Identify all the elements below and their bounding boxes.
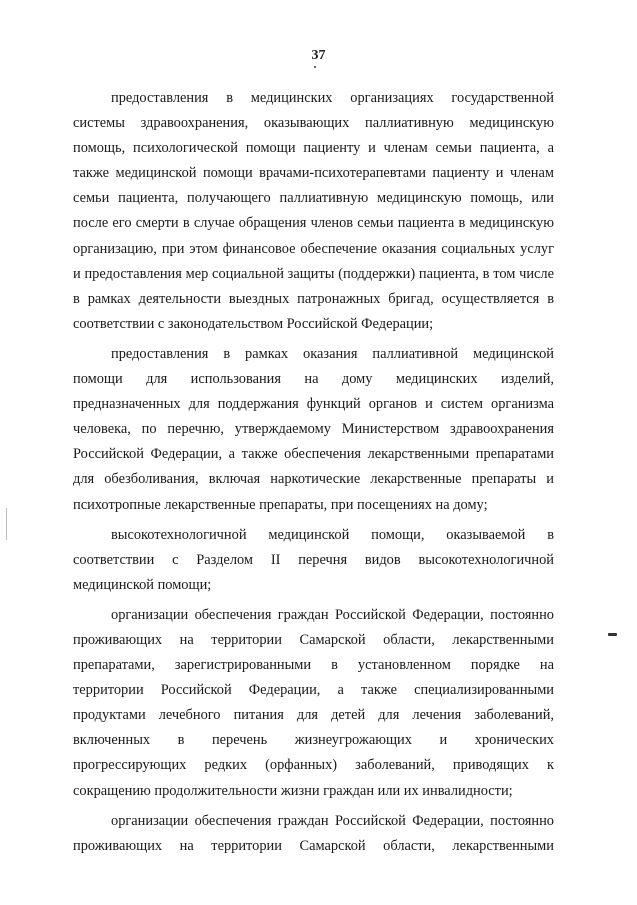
page-number: 37 xyxy=(311,48,326,63)
text-line: психотропные лекарственные препараты, при посещениях на дому; xyxy=(73,496,488,513)
text-line: включенных в перечень жизнеугрожающих и хронических xyxy=(73,732,554,749)
text-line: помощь, психологической помощи пациенту и членам семьи пациента, а xyxy=(73,140,554,157)
text-line: предназначенных для поддержания функций органов и систем организма xyxy=(73,396,554,413)
document-body xyxy=(73,86,554,859)
text-line: также медицинской помощи врачами-психотерапевтами пациенту и членам xyxy=(73,165,554,182)
text-line: препаратами, зарегистрированными в установленном порядке на xyxy=(73,657,554,674)
scan-mark-right xyxy=(608,633,617,636)
text-line: организации обеспечения граждан Российской Федерации, постоянно xyxy=(111,812,554,829)
text-line: предоставления в медицинских организациях государственной xyxy=(111,90,554,106)
text-line: человека, по перечню, утверждаемому Министерством здравоохранения xyxy=(73,421,554,438)
text-line: прогрессирующих редких (орфанных) заболеваний, приводящих к xyxy=(73,757,554,774)
text-line: предоставления в рамках оказания паллиативной медицинской xyxy=(111,345,554,362)
paragraph xyxy=(73,809,554,859)
text-line: продуктами лечебного питания для детей для лечения заболеваний, xyxy=(73,707,554,724)
text-line: системы здравоохранения, оказывающих паллиативную медицинскую xyxy=(73,115,554,132)
text-line: сокращению продолжительности жизни граждан или их инвалидности; xyxy=(73,782,513,799)
text-line: проживающих на территории Самарской области, лекарственными xyxy=(73,837,554,854)
paragraph xyxy=(73,86,554,337)
text-line: медицинской помощи; xyxy=(73,576,212,593)
text-line: семьи пациента, получающего паллиативную медицинскую помощь, или xyxy=(73,190,554,207)
text-line: соответствии с законодательством Российской Федерации; xyxy=(73,315,434,332)
scan-dot xyxy=(314,66,316,68)
text-line: после его смерти в случае обращения членов семьи пациента в медицинскую xyxy=(73,215,554,232)
text-line: Российской Федерации, а также обеспечения лекарственными препаратами xyxy=(73,446,554,463)
text-line: организации обеспечения граждан Российской Федерации, постоянно xyxy=(111,606,554,623)
text-line: организацию, при этом финансовое обеспечение оказания социальных услуг xyxy=(73,240,554,257)
text-line: высокотехнологичной медицинской помощи, оказываемой в xyxy=(111,526,554,543)
paragraph xyxy=(73,342,554,518)
text-line: в рамках деятельности выездных патронажных бригад, осуществляется в xyxy=(73,290,554,307)
text-line: и предоставления мер социальной защиты (поддержки) пациента, в том числе xyxy=(73,265,554,282)
scan-mark-left xyxy=(6,508,7,540)
text-line: проживающих на территории Самарской области, лекарственными xyxy=(73,631,554,648)
text-line: территории Российской Федерации, а также специализированными xyxy=(73,682,554,699)
text-line: соответствии с Разделом II перечня видов высокотехнологичной xyxy=(73,551,554,568)
text-line: помощи для использования на дому медицинских изделий, xyxy=(73,371,554,388)
paragraph xyxy=(73,523,554,598)
text-line: для обезболивания, включая наркотические лекарственные препараты и xyxy=(73,471,554,488)
paragraph xyxy=(73,603,554,804)
